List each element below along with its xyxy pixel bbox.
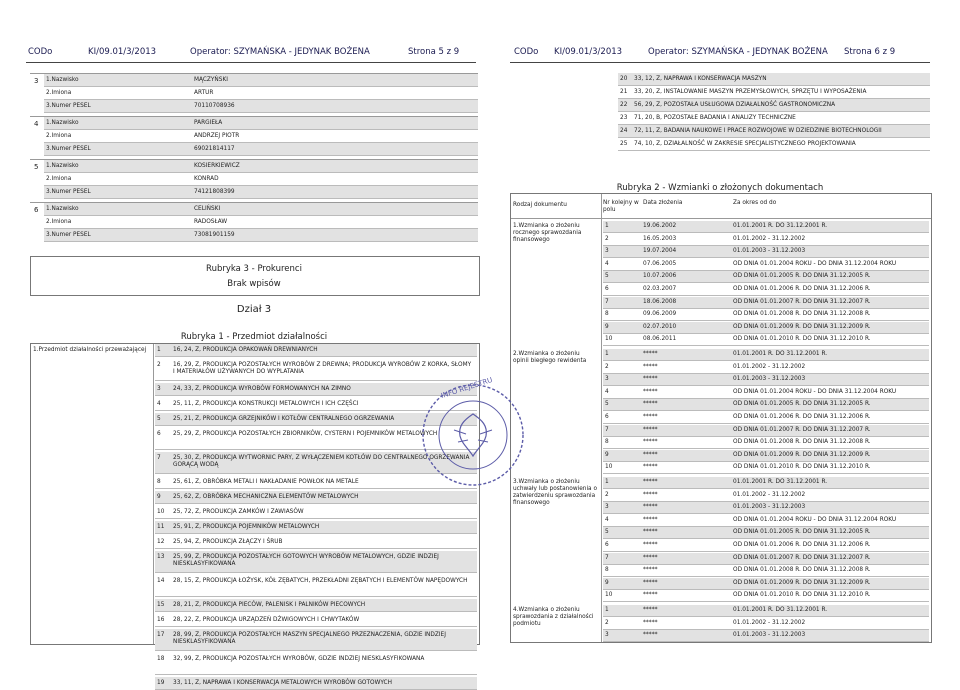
left-header-ref: KI/09.01/3/2013 bbox=[88, 47, 157, 57]
document-date: ***** bbox=[643, 619, 658, 626]
activity-number: 17 bbox=[157, 632, 165, 638]
left-header-codo: CODo bbox=[28, 47, 53, 57]
document-row bbox=[603, 234, 929, 246]
person-field-label: 1.Nazwisko bbox=[46, 120, 79, 126]
document-period: 01.01.2001 R. DO 31.12.2001 R. bbox=[733, 607, 828, 613]
activity-number: 15 bbox=[157, 602, 165, 608]
person-field-value: 73081901159 bbox=[194, 232, 235, 238]
person-field-label: 3.Numer PESEL bbox=[46, 189, 91, 195]
document-period: OD DNIA 01.01.2007 R. DO DNIA 31.12.2007 R. bbox=[733, 298, 871, 305]
document-date: ***** bbox=[643, 414, 658, 420]
activity-text: 74, 10, Z, DZIAŁALNOŚĆ W ZAKRESIE SPECJALISTYCZNEGO PROJEKTOWANIA bbox=[634, 141, 856, 147]
activity-number: 23 bbox=[620, 115, 628, 121]
activity-number: 4 bbox=[157, 401, 161, 407]
activity-row bbox=[155, 536, 477, 549]
document-row bbox=[603, 412, 929, 424]
document-date: ***** bbox=[643, 464, 658, 471]
document-number: 3 bbox=[605, 376, 609, 383]
activity-text: 33, 20, Z, INSTALOWANIE MASZYN PRZEMYSŁOWYCH, SPRZĘTU I WYPOSAŻENIA bbox=[634, 89, 867, 95]
activity-number: 7 bbox=[157, 455, 161, 461]
document-number: 5 bbox=[605, 401, 609, 408]
document-number: 4 bbox=[605, 260, 609, 267]
activity-row bbox=[155, 359, 477, 381]
activity-number: 1 bbox=[157, 347, 161, 353]
document-period: 01.01.2003 - 31.12.2003 bbox=[733, 376, 806, 383]
activity-row bbox=[155, 575, 477, 597]
person-field-value: 69021814117 bbox=[194, 146, 235, 152]
activity-number: 3 bbox=[157, 386, 161, 392]
col-header-date: Data złożenia bbox=[643, 200, 683, 206]
document-row bbox=[603, 630, 929, 642]
document-row bbox=[603, 362, 929, 374]
rubryka2-title: Rubryka 2 - Wzmianki o złożonych dokumentach bbox=[616, 183, 824, 193]
document-period: 01.01.2003 - 31.12.2003 bbox=[733, 632, 806, 639]
person-field-value: RADOSŁAW bbox=[194, 219, 228, 225]
document-row bbox=[603, 259, 929, 271]
activity-text: 33, 11, Z, NAPRAWA I KONSERWACJA METALOWYCH WYROBÓW GOTOWYCH bbox=[173, 680, 392, 686]
document-period: OD DNIA 01.01.2010 R. DO DNIA 31.12.2010 R. bbox=[733, 592, 871, 599]
person-field-value: 74121808399 bbox=[194, 189, 235, 195]
document-date: ***** bbox=[643, 516, 658, 523]
document-row bbox=[603, 271, 929, 283]
activity-number: 11 bbox=[157, 524, 165, 530]
rubryka3-empty-note: Brak wpisów bbox=[227, 279, 281, 289]
document-period: 01.01.2002 - 31.12.2002 bbox=[733, 619, 806, 626]
person-field-row bbox=[44, 74, 478, 87]
person-field-label: 3.Numer PESEL bbox=[46, 232, 91, 238]
left-header-page: Strona 5 z 9 bbox=[408, 47, 460, 57]
document-row bbox=[603, 578, 929, 590]
document-number: 7 bbox=[605, 426, 609, 433]
document-date: ***** bbox=[643, 376, 658, 383]
document-number: 3 bbox=[605, 632, 609, 639]
rubryka1-label: 1.Przedmiot działalności przeważającej bbox=[33, 347, 147, 353]
person-field-row bbox=[44, 117, 478, 130]
document-row bbox=[603, 399, 929, 411]
person-field-row bbox=[44, 143, 478, 156]
activity-number: 16 bbox=[157, 617, 165, 623]
document-number: 8 bbox=[605, 439, 609, 446]
right-header-page: Strona 6 z 9 bbox=[844, 47, 896, 57]
document-row bbox=[603, 387, 929, 399]
activity-row bbox=[155, 521, 477, 534]
document-period: OD DNIA 01.01.2006 R. DO DNIA 31.12.2006 R. bbox=[733, 414, 871, 420]
person-field-value: CELIŃSKI bbox=[194, 206, 221, 212]
person-field-value: KONRAD bbox=[194, 176, 219, 182]
document-date: ***** bbox=[643, 479, 658, 485]
document-row bbox=[603, 309, 929, 321]
rubryka3-title: Rubryka 3 - Prokurenci bbox=[206, 264, 302, 274]
document-period: 01.01.2002 - 31.12.2002 bbox=[733, 491, 806, 498]
person-number: 3 bbox=[34, 77, 39, 85]
document-date: 16.05.2003 bbox=[643, 235, 677, 242]
person-block bbox=[30, 202, 478, 242]
document-number: 4 bbox=[605, 516, 609, 523]
rubryka1-col-divider bbox=[153, 344, 154, 644]
document-period: OD DNIA 01.01.2007 R. DO DNIA 31.12.2007 R. bbox=[733, 554, 871, 561]
document-date: 02.07.2010 bbox=[643, 323, 677, 330]
rubryka1-table bbox=[30, 343, 480, 686]
activity-text: 25, 99, Z, PRODUKCJA POZOSTAŁYCH GOTOWYCH WYROBÓW METALOWYCH, GDZIE INDZIEJ NIESKLASYFIKOWANA bbox=[173, 554, 439, 567]
document-row bbox=[603, 553, 929, 565]
right-header-ref: KI/09.01/3/2013 bbox=[554, 47, 623, 57]
document-date: ***** bbox=[643, 426, 658, 433]
document-period: OD DNIA 01.01.2005 R. DO DNIA 31.12.2005 R. bbox=[733, 529, 871, 536]
document-group-label: 4.Wzmianka o złożeniu sprawozdania z działalności podmiotu bbox=[513, 607, 594, 627]
right-page-header bbox=[480, 47, 960, 61]
document-number: 6 bbox=[605, 542, 609, 548]
activity-text: 25, 21, Z, PRODUKCJA GRZEJNIKÓW I KOTŁÓW CENTRALNEGO OGRZEWANIA bbox=[173, 416, 395, 422]
document-number: 8 bbox=[605, 311, 609, 318]
document-period: 01.01.2002 - 31.12.2002 bbox=[733, 235, 806, 242]
activity-text: 28, 15, Z, PRODUKCJA ŁOŻYSK, KÓŁ ZĘBATYCH, PRZEKŁADNI ZĘBATYCH I ELEMENTÓW NAPĘDOWYCH bbox=[173, 578, 468, 584]
document-period: OD DNIA 01.01.2005 R. DO DNIA 31.12.2005 R. bbox=[733, 401, 871, 408]
document-row bbox=[603, 425, 929, 437]
document-row bbox=[603, 246, 929, 258]
activity-number: 25 bbox=[620, 141, 628, 147]
left-header-operator: Operator: SZYMAŃSKA - JEDYNAK BOŻENA bbox=[190, 47, 370, 57]
document-row bbox=[603, 618, 929, 630]
document-date: ***** bbox=[643, 529, 658, 536]
document-period: OD DNIA 01.01.2006 R. DO DNIA 31.12.2006 R. bbox=[733, 286, 871, 292]
activity-number: 8 bbox=[157, 479, 161, 485]
document-period: 01.01.2001 R. DO 31.12.2001 R. bbox=[733, 479, 828, 485]
document-period: OD DNIA 01.01.2009 R. DO DNIA 31.12.2009 R. bbox=[733, 451, 871, 458]
document-date: 19.07.2004 bbox=[643, 248, 677, 255]
activity-text: 28, 99, Z, PRODUKCJA POZOSTAŁYCH MASZYN SPECJALNEGO PRZEZNACZENIA, GDZIE INDZIEJ NIESKLASYFIKOWANA bbox=[173, 632, 446, 645]
activity-text: 16, 24, Z, PRODUKCJA OPAKOWAŃ DREWNIANYCH bbox=[173, 347, 318, 353]
document-date: ***** bbox=[643, 388, 658, 395]
document-group-label: 1.Wzmianka o złożeniu rocznego sprawozdania finansowego bbox=[513, 223, 582, 243]
persons-table bbox=[30, 73, 478, 247]
rubryka2-col-divider bbox=[601, 194, 602, 642]
rubryka2-table bbox=[510, 193, 932, 643]
document-row bbox=[603, 565, 929, 577]
document-date: ***** bbox=[643, 579, 658, 586]
person-field-value: ANDRZEJ PIOTR bbox=[194, 133, 240, 139]
document-row bbox=[603, 284, 929, 296]
activity-row bbox=[618, 112, 930, 125]
person-field-value: ARTUR bbox=[194, 90, 214, 96]
activity-text: 24, 33, Z, PRODUKCJA WYROBÓW FORMOWANYCH NA ZIMNO bbox=[173, 386, 351, 392]
activity-text: 16, 29, Z, PRODUKCJA POZOSTAŁYCH WYROBÓW Z DREWNA; PRODUKCJA WYROBÓW Z KORKA, SŁOMY I MATERIAŁÓW UŻYWANYCH DO WYPLATANIA bbox=[173, 362, 472, 375]
document-period: OD DNIA 01.01.2010 R. DO DNIA 31.12.2010 R. bbox=[733, 464, 871, 471]
document-number: 7 bbox=[605, 554, 609, 561]
activity-number: 22 bbox=[620, 102, 628, 108]
person-field-label: 1.Nazwisko bbox=[46, 163, 79, 169]
document-number: 2 bbox=[605, 363, 609, 370]
person-number: 5 bbox=[34, 163, 39, 171]
document-period: OD DNIA 01.01.2007 R. DO DNIA 31.12.2007 R. bbox=[733, 426, 871, 433]
document-date: ***** bbox=[643, 632, 658, 639]
document-group-label: 2.Wzmianka o złożeniu opinii biegłego rewidenta bbox=[513, 351, 587, 364]
document-number: 10 bbox=[605, 592, 613, 599]
person-field-label: 3.Numer PESEL bbox=[46, 146, 91, 152]
document-period: OD DNIA 01.01.2008 R. DO DNIA 31.12.2008 R. bbox=[733, 567, 871, 574]
document-date: ***** bbox=[643, 351, 658, 357]
activity-number: 21 bbox=[620, 89, 628, 95]
activity-text: 25, 62, Z, OBRÓBKA MECHANICZNA ELEMENTÓW METALOWYCH bbox=[173, 494, 359, 500]
document-row bbox=[603, 477, 929, 489]
document-period: OD DNIA 01.01.2004 ROKU - DO DNIA 31.12.2004 ROKU bbox=[733, 388, 897, 395]
activity-number: 10 bbox=[157, 509, 165, 515]
document-number: 9 bbox=[605, 323, 609, 330]
document-row bbox=[603, 502, 929, 514]
right-header-rule bbox=[510, 62, 930, 63]
activity-text: 25, 29, Z, PRODUKCJA POZOSTAŁYCH ZBIORNIKÓW, CYSTERN I POJEMNIKÓW METALOWYCH bbox=[173, 431, 438, 437]
document-period: OD DNIA 01.01.2004 ROKU - DO DNIA 31.12.2004 ROKU bbox=[733, 260, 897, 267]
activity-number: 18 bbox=[157, 656, 165, 662]
document-period: OD DNIA 01.01.2005 R. DO DNIA 31.12.2005 R. bbox=[733, 273, 871, 280]
right-header-codo: CODo bbox=[514, 47, 539, 57]
rubryka1-title: Rubryka 1 - Przedmiot działalności bbox=[180, 332, 328, 342]
document-date: ***** bbox=[643, 451, 658, 458]
document-number: 9 bbox=[605, 579, 609, 586]
document-number: 6 bbox=[605, 286, 609, 292]
person-field-row bbox=[44, 160, 478, 173]
document-date: 09.06.2009 bbox=[643, 311, 677, 318]
person-field-label: 1.Nazwisko bbox=[46, 77, 79, 83]
person-block bbox=[30, 159, 478, 199]
activity-row bbox=[618, 125, 930, 138]
activity-row bbox=[155, 614, 477, 627]
document-date: 19.06.2002 bbox=[643, 223, 677, 229]
activity-row bbox=[618, 73, 930, 86]
person-field-label: 1.Nazwisko bbox=[46, 206, 79, 212]
document-row bbox=[603, 374, 929, 386]
document-number: 10 bbox=[605, 464, 613, 471]
activity-row bbox=[618, 99, 930, 112]
activity-row bbox=[618, 138, 930, 151]
activity-number: 5 bbox=[157, 416, 161, 422]
activity-number: 24 bbox=[620, 128, 628, 134]
document-date: ***** bbox=[643, 401, 658, 408]
person-field-value: PARGIEŁA bbox=[194, 120, 223, 126]
activity-row bbox=[155, 599, 477, 612]
activity-number: 13 bbox=[157, 554, 165, 560]
document-number: 2 bbox=[605, 491, 609, 498]
activity-row bbox=[155, 344, 477, 357]
person-field-row bbox=[44, 100, 478, 113]
document-number: 10 bbox=[605, 336, 613, 343]
activity-number: 9 bbox=[157, 494, 161, 500]
document-number: 2 bbox=[605, 235, 609, 242]
person-number: 4 bbox=[34, 120, 39, 128]
document-number: 2 bbox=[605, 619, 609, 626]
document-period: 01.01.2003 - 31.12.2003 bbox=[733, 248, 806, 255]
document-period: OD DNIA 01.01.2006 R. DO DNIA 31.12.2006 R. bbox=[733, 542, 871, 548]
activity-row bbox=[155, 629, 477, 651]
document-row bbox=[603, 334, 929, 346]
document-number: 7 bbox=[605, 298, 609, 305]
document-period: 01.01.2001 R. DO 31.12.2001 R. bbox=[733, 351, 828, 357]
document-date: 18.06.2008 bbox=[643, 298, 677, 305]
document-row bbox=[603, 450, 929, 462]
document-date: ***** bbox=[643, 554, 658, 561]
document-number: 8 bbox=[605, 567, 609, 574]
activity-text: 32, 99, Z, PRODUKCJA POZOSTAŁYCH WYROBÓW, GDZIE INDZIEJ NIESKLASYFIKOWANA bbox=[173, 656, 425, 662]
document-number: 6 bbox=[605, 414, 609, 420]
person-field-row bbox=[44, 130, 478, 143]
stamp-text: INFO REJESTRU bbox=[440, 375, 494, 401]
document-period: 01.01.2001 R. DO 31.12.2001 R. bbox=[733, 223, 828, 229]
document-row bbox=[603, 437, 929, 449]
document-date: ***** bbox=[643, 567, 658, 574]
left-page-header bbox=[0, 47, 478, 61]
document-number: 5 bbox=[605, 529, 609, 536]
col-header-number: Nr kolejny w polu bbox=[603, 200, 639, 213]
person-field-row bbox=[44, 229, 478, 242]
document-period: 01.01.2002 - 31.12.2002 bbox=[733, 363, 806, 370]
document-number: 1 bbox=[605, 351, 609, 357]
document-number: 3 bbox=[605, 248, 609, 255]
person-field-row bbox=[44, 87, 478, 100]
person-field-label: 2.Imiona bbox=[46, 133, 72, 139]
activity-row bbox=[618, 86, 930, 99]
document-period: OD DNIA 01.01.2009 R. DO DNIA 31.12.2009 R. bbox=[733, 579, 871, 586]
activity-text: 28, 21, Z, PRODUKCJA PIECÓW, PALENISK I PALNIKÓW PIECOWYCH bbox=[173, 602, 366, 608]
document-row bbox=[603, 590, 929, 602]
document-date: ***** bbox=[643, 504, 658, 511]
document-date: ***** bbox=[643, 363, 658, 370]
document-date: ***** bbox=[643, 542, 658, 548]
activity-text: 33, 12, Z, NAPRAWA I KONSERWACJA MASZYN bbox=[634, 76, 767, 82]
activity-number: 14 bbox=[157, 578, 165, 584]
document-period: OD DNIA 01.01.2008 R. DO DNIA 31.12.2008 R. bbox=[733, 311, 871, 318]
col-header-period: Za okres od do bbox=[733, 200, 777, 206]
activity-row bbox=[155, 653, 477, 675]
activity-row bbox=[155, 491, 477, 504]
document-row bbox=[603, 297, 929, 309]
document-number: 9 bbox=[605, 451, 609, 458]
activity-text: 25, 91, Z, PRODUKCJA POJEMNIKÓW METALOWYCH bbox=[173, 524, 320, 530]
activity-text: 71, 20, B, POZOSTAŁE BADANIA I ANALIZY TECHNICZNE bbox=[634, 115, 796, 121]
activity-number: 2 bbox=[157, 362, 161, 368]
activity-text: 25, 11, Z, PRODUKCJA KONSTRUKCJI METALOWYCH I ICH CZĘŚCI bbox=[173, 401, 359, 407]
document-period: OD DNIA 01.01.2010 R. DO DNIA 31.12.2010 R. bbox=[733, 336, 871, 343]
right-header-operator: Operator: SZYMAŃSKA - JEDYNAK BOŻENA bbox=[648, 47, 828, 57]
document-date: ***** bbox=[643, 491, 658, 498]
person-number: 6 bbox=[34, 206, 39, 214]
document-row bbox=[603, 515, 929, 527]
document-row bbox=[603, 462, 929, 474]
activity-number: 12 bbox=[157, 539, 165, 545]
activity-text: 72, 11, Z, BADANIA NAUKOWE I PRACE ROZWOJOWE W DZIEDZINIE BIOTECHNOLOGII bbox=[634, 128, 882, 134]
dzial3-heading: Dział 3 bbox=[236, 304, 272, 315]
document-row bbox=[603, 490, 929, 502]
person-field-label: 2.Imiona bbox=[46, 90, 72, 96]
document-date: ***** bbox=[643, 607, 658, 613]
person-field-label: 3.Numer PESEL bbox=[46, 103, 91, 109]
person-field-label: 2.Imiona bbox=[46, 219, 72, 225]
document-date: 08.06.2011 bbox=[643, 336, 677, 343]
rubryka2-header bbox=[511, 194, 931, 219]
activity-number: 6 bbox=[157, 431, 161, 437]
document-row bbox=[603, 221, 929, 233]
person-field-row bbox=[44, 216, 478, 229]
document-row bbox=[603, 349, 929, 361]
document-number: 1 bbox=[605, 607, 609, 613]
document-number: 1 bbox=[605, 479, 609, 485]
left-header-rule bbox=[26, 62, 476, 63]
person-field-value: 70110708936 bbox=[194, 103, 235, 109]
col-header-document-type: Rodzaj dokumentu bbox=[513, 202, 567, 208]
document-date: 10.07.2006 bbox=[643, 273, 677, 280]
person-block bbox=[30, 73, 478, 113]
activity-text: 25, 30, Z, PRODUKCJA WYTWORNIC PARY, Z WYŁĄCZENIEM KOTŁÓW DO CENTRALNEGO OGRZEWANIA GORĄCĄ WODĄ bbox=[173, 455, 470, 468]
document-period: OD DNIA 01.01.2004 ROKU - DO DNIA 31.12.2004 ROKU bbox=[733, 516, 897, 523]
document-period: 01.01.2003 - 31.12.2003 bbox=[733, 504, 806, 511]
person-block bbox=[30, 116, 478, 156]
document-row bbox=[603, 322, 929, 334]
rubryka3-box bbox=[30, 256, 480, 296]
document-group-label: 3.Wzmianka o złożeniu uchwały lub postanowienia o zatwierdzeniu sprawozdania finansowego bbox=[513, 479, 597, 506]
document-row bbox=[603, 540, 929, 552]
person-field-row bbox=[44, 203, 478, 216]
activity-text: 25, 94, Z, PRODUKCJA ZŁĄCZY I ŚRUB bbox=[173, 539, 283, 545]
person-field-row bbox=[44, 186, 478, 199]
activity-text: 25, 72, Z, PRODUKCJA ZAMKÓW I ZAWIASÓW bbox=[173, 509, 304, 515]
person-field-row bbox=[44, 173, 478, 186]
document-number: 5 bbox=[605, 273, 609, 280]
document-row bbox=[603, 605, 929, 617]
document-number: 4 bbox=[605, 388, 609, 395]
document-number: 3 bbox=[605, 504, 609, 511]
official-stamp bbox=[418, 380, 528, 490]
activity-row bbox=[155, 506, 477, 519]
person-field-value: KOSIERKIEWICZ bbox=[194, 163, 240, 169]
person-field-value: MĄCZYŃSKI bbox=[194, 77, 228, 83]
activity-text: 25, 61, Z, OBRÓBKA METALI I NAKŁADANIE POWŁOK NA METALE bbox=[173, 479, 359, 485]
document-date: 07.06.2005 bbox=[643, 260, 677, 267]
activity-number: 19 bbox=[157, 680, 165, 686]
activity-text: 56, 29, Z, POZOSTAŁA USŁUGOWA DZIAŁALNOŚĆ GASTRONOMICZNA bbox=[634, 102, 836, 108]
document-row bbox=[603, 527, 929, 539]
activity-text: 28, 22, Z, PRODUKCJA URZĄDZEŃ DŹWIGOWYCH I CHWYTAKÓW bbox=[173, 617, 360, 623]
document-period: OD DNIA 01.01.2008 R. DO DNIA 31.12.2008 R. bbox=[733, 439, 871, 446]
document-period: OD DNIA 01.01.2009 R. DO DNIA 31.12.2009 R. bbox=[733, 323, 871, 330]
activity-row bbox=[155, 551, 477, 573]
document-date: ***** bbox=[643, 592, 658, 599]
person-field-label: 2.Imiona bbox=[46, 176, 72, 182]
document-date: 02.03.2007 bbox=[643, 286, 677, 292]
activities-top-table bbox=[618, 73, 930, 151]
activity-number: 20 bbox=[620, 76, 628, 82]
document-date: ***** bbox=[643, 439, 658, 446]
document-number: 1 bbox=[605, 223, 609, 229]
